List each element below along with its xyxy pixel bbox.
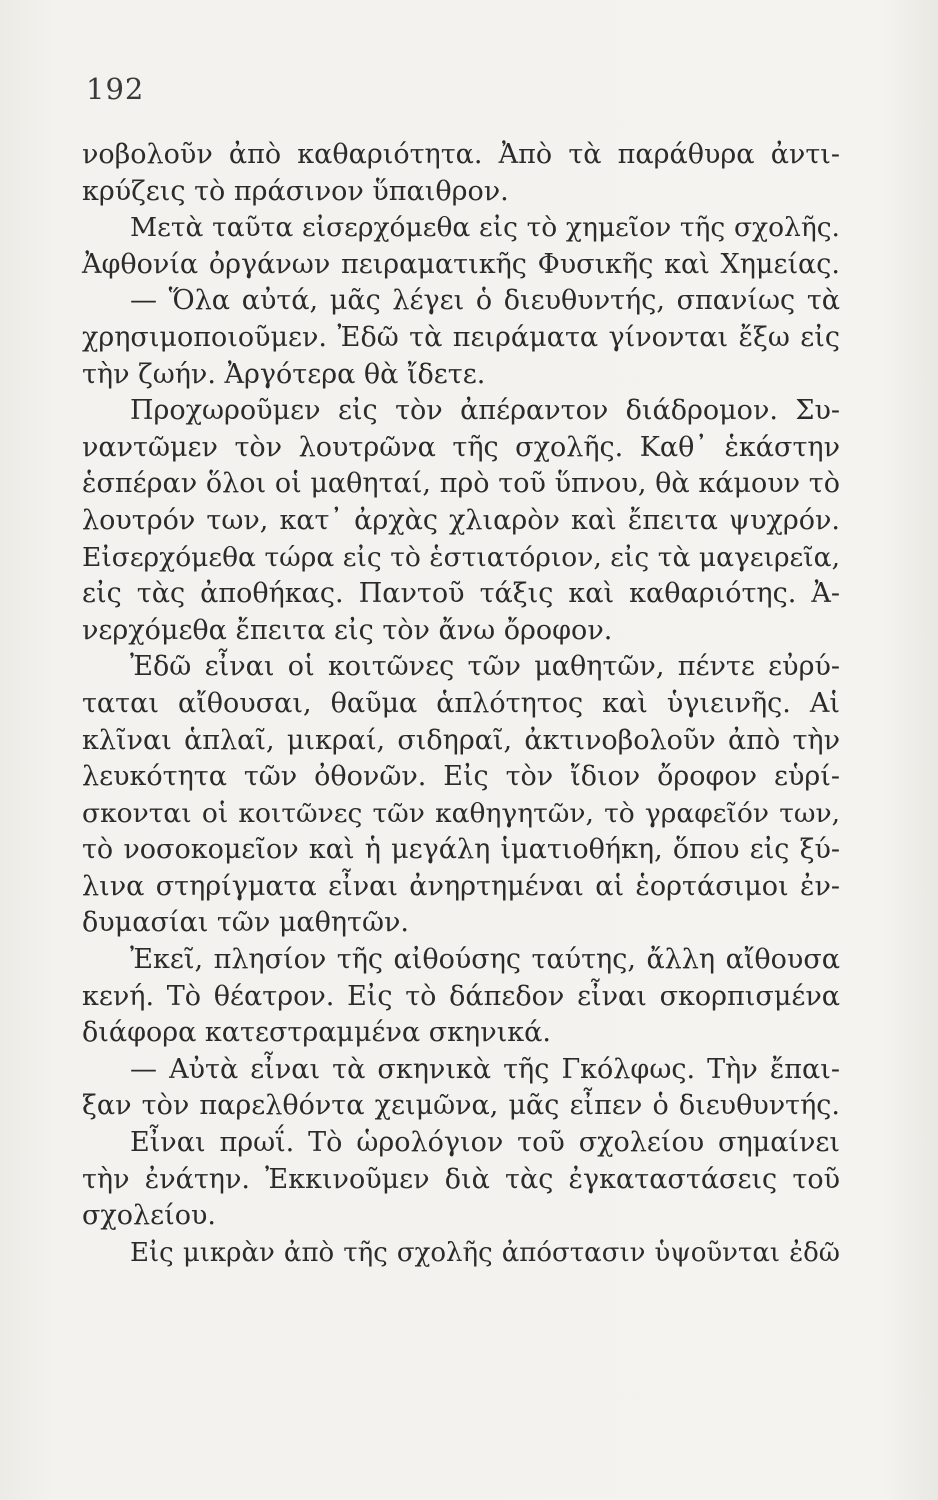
- text-line: — Ὅλα αὐτά, μᾶς λέγει ὁ διευθυντής, σπανίως τὰ: [130, 285, 840, 317]
- text-line: νοβολοῦν ἀπὸ καθαριότητα. Ἀπὸ τὰ παράθυρα ἀντι-: [82, 139, 840, 170]
- text-line: λευκότητα τῶν ὀθονῶν. Εἰς τὸν ἴδιον ὄροφον εὑρί-: [82, 761, 840, 793]
- text-line: σκονται οἱ κοιτῶνες τῶν καθηγητῶν, τὸ γραφεῖόν των,: [82, 797, 840, 829]
- text-line: ναντῶμεν τὸν λουτρῶνα τῆς σχολῆς. Καθ᾽ ἑκάστην: [82, 431, 840, 463]
- text-line: νερχόμεθα ἔπειτα εἰς τὸν ἄνω ὄροφον.: [82, 614, 613, 646]
- text-line: ταται αἴθουσαι, θαῦμα ἁπλότητος καὶ ὑγιεινῆς. Αἱ: [82, 687, 840, 719]
- text-line: Εἶναι πρωΐ. Τὸ ὡρολόγιον τοῦ σχολείου σημαίνει: [130, 1127, 840, 1159]
- text-line: διάφορα κατεστραμμένα σκηνικά.: [82, 1017, 551, 1049]
- text-line: δυμασίαι τῶν μαθητῶν.: [82, 907, 409, 939]
- text-line: χρησιμοποιοῦμεν. Ἐδῶ τὰ πειράματα γίνονται ἔξω εἰς: [82, 321, 840, 353]
- text-line: εἰς τὰς ἀποθήκας. Παντοῦ τάξις καὶ καθαριότης. Ἀ-: [82, 578, 840, 610]
- text-line: κρύζεις τὸ πράσινον ὕπαιθρον.: [82, 175, 509, 207]
- text-line: Ἀφθονία ὀργάνων πειραματικῆς Φυσικῆς καὶ Χημείας.: [82, 248, 840, 280]
- page-number: 192: [86, 72, 145, 106]
- text-line: Εἰσερχόμεθα τώρα εἰς τὸ ἑστιατόριον, εἰς τὰ μαγειρεῖα,: [82, 541, 840, 573]
- text-line: κλῖναι ἁπλαῖ, μικραί, σιδηραῖ, ἀκτινοβολοῦν ἀπὸ τὴν: [82, 724, 840, 756]
- text-line: Ἐκεῖ, πλησίον τῆς αἰθούσης ταύτης, ἄλλη αἴθουσα: [130, 944, 840, 976]
- text-line: τὸ νοσοκομεῖον καὶ ἡ μεγάλη ἱματιοθήκη, ὅπου εἰς ξύ-: [82, 834, 840, 866]
- text-line: λινα στηρίγματα εἶναι ἀνηρτημέναι αἱ ἑορτάσιμοι ἐν-: [82, 870, 840, 902]
- text-line: Εἰς μικρὰν ἀπὸ τῆς σχολῆς ἀπόστασιν ὑψοῦνται ἐδῶ: [130, 1237, 840, 1268]
- text-line: λουτρόν των, κατ᾽ ἀρχὰς χλιαρὸν καὶ ἔπειτα ψυχρόν.: [82, 504, 840, 536]
- text-line: — Αὐτὰ εἶναι τὰ σκηνικὰ τῆς Γκόλφως. Τὴν ἔπαι-: [130, 1053, 840, 1085]
- text-line: κενή. Τὸ θέατρον. Εἰς τὸ δάπεδον εἶναι σκορπισμένα: [82, 980, 840, 1012]
- text-line: ἑσπέραν ὅλοι οἱ μαθηταί, πρὸ τοῦ ὕπνου, θὰ κάμουν τὸ: [82, 468, 840, 500]
- text-line: τὴν ἐνάτην. Ἐκκινοῦμεν διὰ τὰς ἐγκαταστάσεις τοῦ: [82, 1163, 840, 1195]
- text-line: Ἐδῶ εἶναι οἱ κοιτῶνες τῶν μαθητῶν, πέντε εὐρύ-: [130, 651, 840, 683]
- text-line: Προχωροῦμεν εἰς τὸν ἀπέραντον διάδρομον. Συ-: [130, 395, 840, 427]
- body-text: [82, 137, 840, 1271]
- text-line: σχολείου.: [82, 1200, 216, 1232]
- text-line: τὴν ζωήν. Ἀργότερα θὰ ἴδετε.: [82, 358, 486, 390]
- text-line: Μετὰ ταῦτα εἰσερχόμεθα εἰς τὸ χημεῖον τῆς σχολῆς.: [130, 212, 840, 244]
- text-line: ξαν τὸν παρελθόντα χειμῶνα, μᾶς εἶπεν ὁ διευθυντής.: [82, 1090, 840, 1122]
